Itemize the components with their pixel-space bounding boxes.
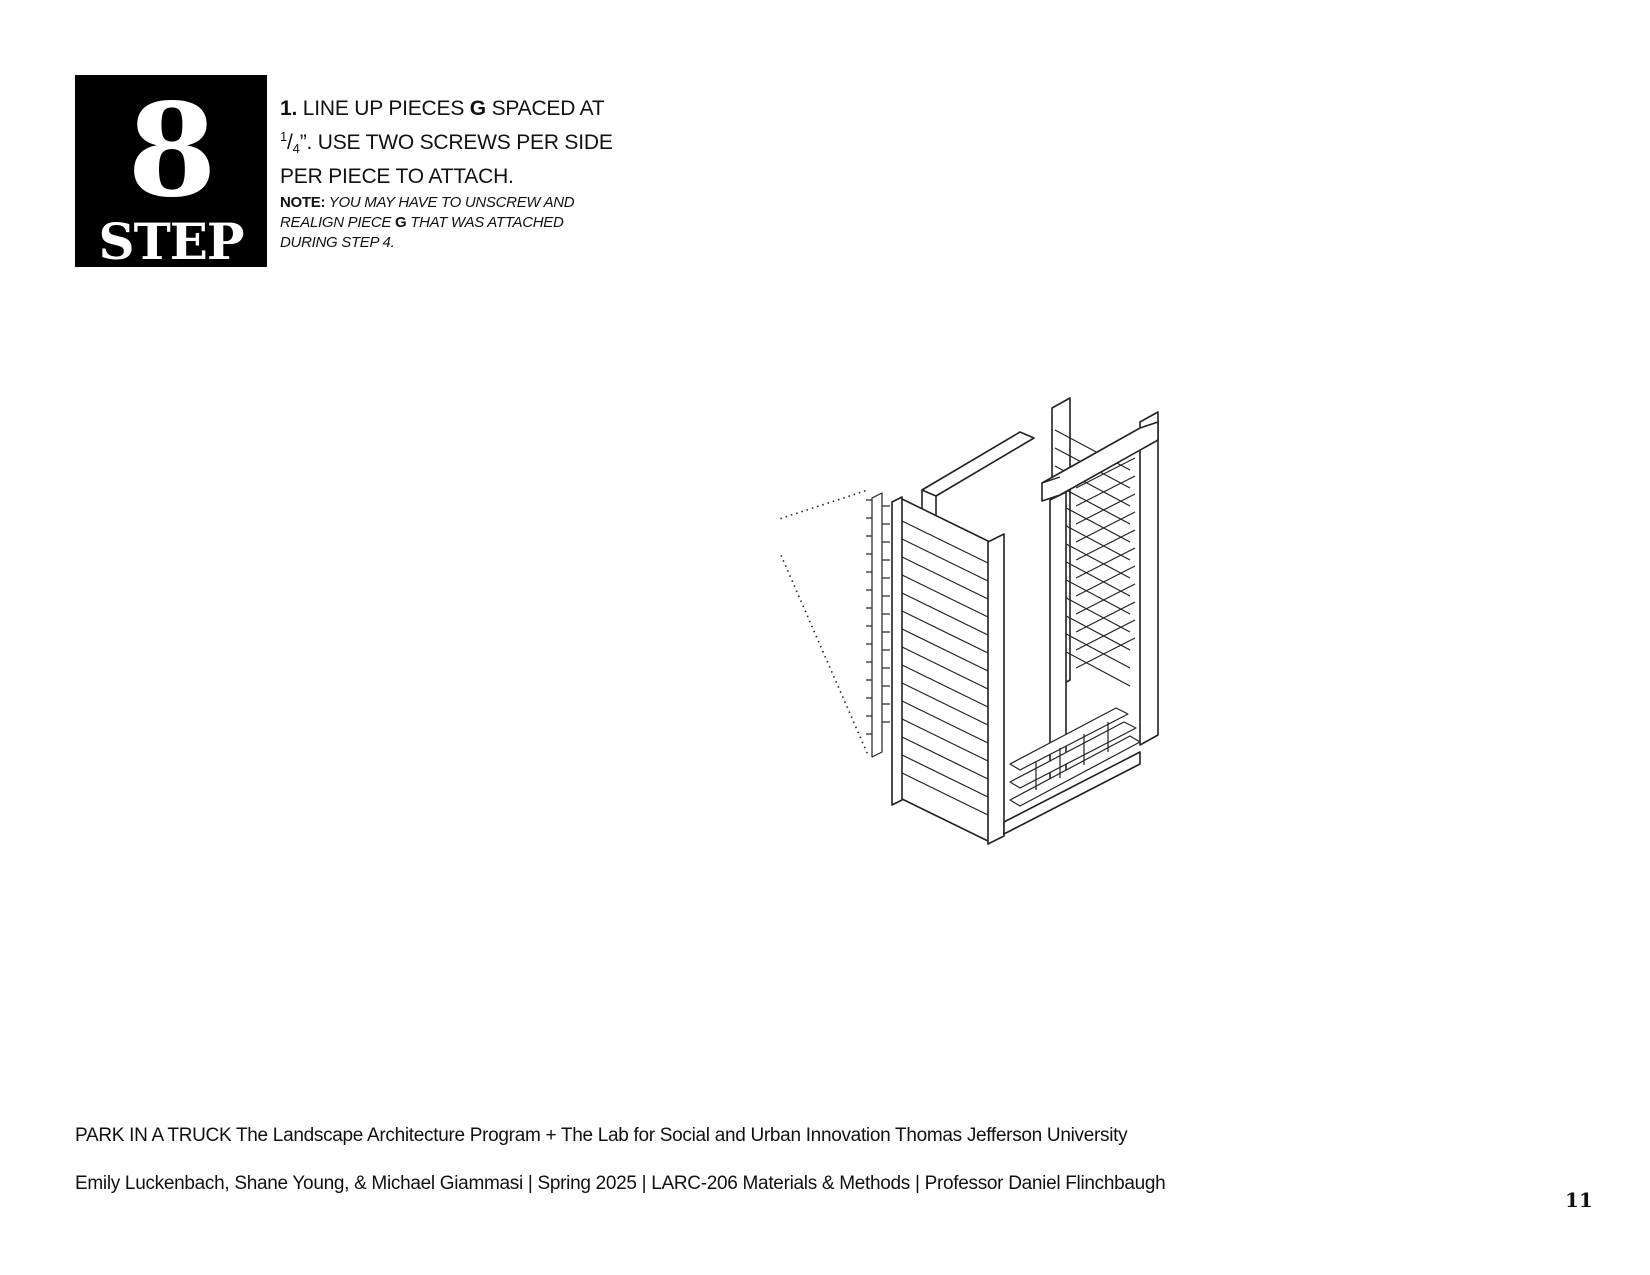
note-label: NOTE:: [280, 194, 326, 211]
note-text: [280, 193, 610, 253]
callout-label-g: G: [754, 518, 766, 534]
footer-credits-authors: Emily Luckenbach, Shane Young, & Michael Giammasi | Spring 2025 | LARC-206 Materials & Methods | Professor Daniel Flinchbaugh: [75, 1173, 1166, 1194]
front-corner-post: [988, 534, 1004, 844]
page-number: 11: [1565, 1188, 1593, 1212]
front-left-post: [892, 497, 902, 805]
exploded-slats: [866, 493, 890, 757]
fraction-denominator: 4: [292, 141, 300, 156]
instruction-text: [280, 95, 640, 191]
step-word: STEP: [98, 212, 244, 271]
back-left-rail: [922, 432, 1034, 496]
step-badge: [75, 75, 267, 271]
note-part1: YOU MAY HAVE TO UNSCREW AND REALIGN PIECE: [280, 194, 575, 231]
instruction-part2: SPACED AT: [491, 97, 605, 120]
note-piece: G: [395, 214, 407, 231]
instruction-index: 1.: [280, 97, 298, 120]
note-part2: THAT WAS ATTACHED DURING STEP 4.: [280, 214, 564, 251]
fraction: $^1/_4$: [280, 129, 300, 156]
assembly-drawing: [780, 380, 1240, 890]
instruction-piece: G: [469, 97, 486, 120]
step-number: 8: [127, 76, 215, 226]
instruction-part3: ”. USE TWO SCREWS PER SIDE PER PIECE TO ATTACH.: [280, 131, 613, 188]
fraction-numerator: 1: [280, 129, 288, 144]
right-back-post: [1140, 412, 1158, 745]
footer-credits-program: PARK IN A TRUCK The Landscape Architecture Program + The Lab for Social and Urban Innovation Thomas Jefferson University: [75, 1125, 1128, 1146]
callout-leader-lines: [780, 490, 868, 755]
instruction-part1: LINE UP PIECES: [302, 97, 465, 120]
